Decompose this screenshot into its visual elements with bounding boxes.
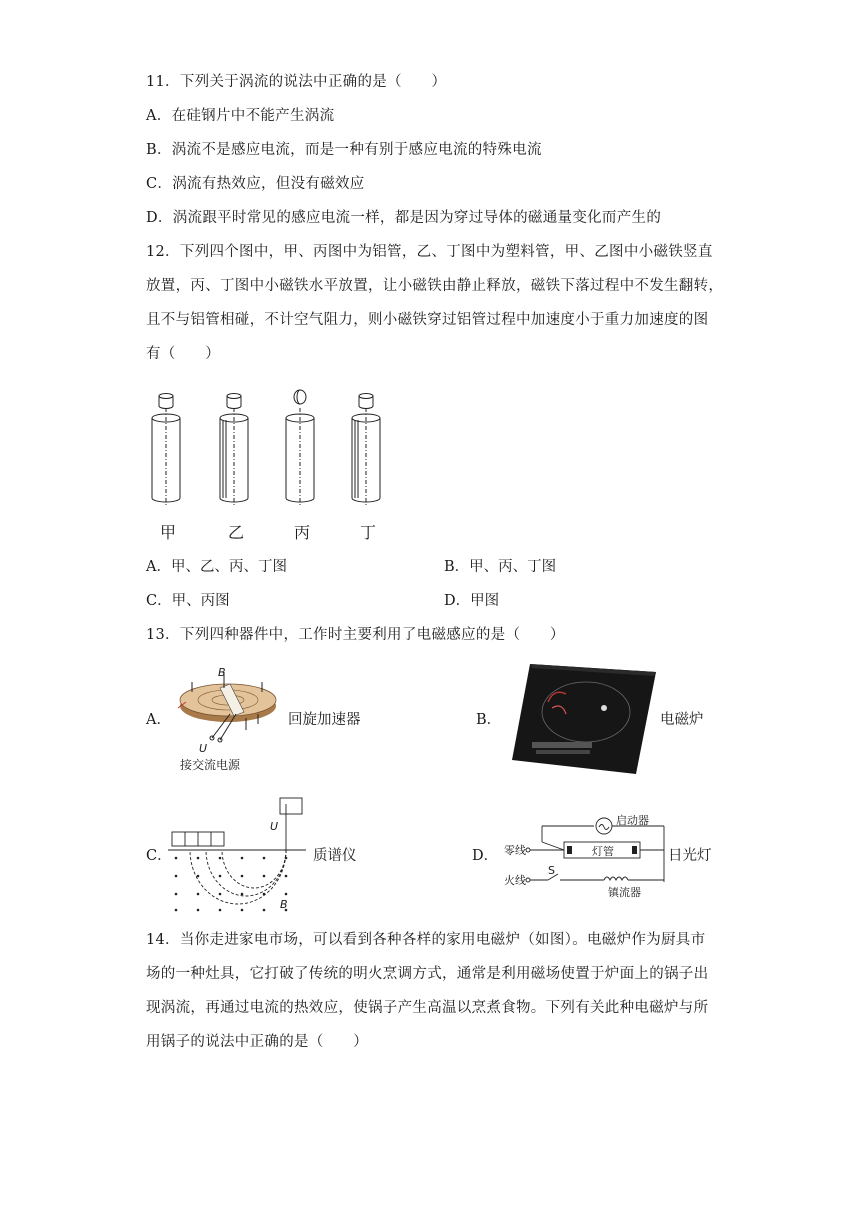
lamp-tube-label: 灯管 bbox=[592, 845, 614, 858]
cyclotron-caption: 接交流电源 bbox=[180, 758, 241, 772]
starter-label: 启动器 bbox=[616, 814, 649, 827]
cyclotron-figure bbox=[172, 662, 284, 744]
q11-option-b: B．涡流不是感应电流，而是一种有别于感应电流的特殊电流 bbox=[146, 142, 542, 158]
q12-option-c: C．甲、丙图 bbox=[146, 593, 230, 609]
q12-option-b: B．甲、丙、丁图 bbox=[444, 559, 557, 575]
q13-option-c-letter: C． bbox=[146, 848, 172, 864]
q12-stem-line-4: 有（ ） bbox=[146, 346, 220, 362]
cyclotron-b-label: B bbox=[218, 666, 226, 679]
spectrometer-u-label: U bbox=[270, 820, 279, 833]
q12-stem-line-2: 放置，丙、丁图中小磁铁水平放置，让小磁铁由静止释放，磁铁下落过程中不发生翻转， bbox=[146, 278, 724, 294]
figure-label-yi: 乙 bbox=[228, 523, 245, 542]
q12-option-d: D．甲图 bbox=[444, 593, 500, 609]
q14-stem-line-4: 用锅子的说法中正确的是（ ） bbox=[146, 1034, 368, 1050]
fluorescent-lamp-circuit bbox=[500, 810, 676, 900]
q14-stem-line-1: 14．当你走进家电市场，可以看到各种各样的家用电磁炉（如图）。电磁炉作为厨具市 bbox=[146, 932, 706, 948]
induction-cooker-image bbox=[508, 660, 658, 776]
q13-option-a-name: 回旋加速器 bbox=[288, 712, 361, 728]
switch-label: S bbox=[548, 864, 555, 877]
q13-option-d-name: 日光灯 bbox=[668, 848, 712, 864]
q11-option-c: C．涡流有热效应，但没有磁效应 bbox=[146, 176, 365, 192]
figure-label-ding: 丁 bbox=[360, 523, 377, 542]
q12-stem-line-1: 12．下列四个图中，甲、丙图中为铝管，乙、丁图中为塑料管，甲、乙图中小磁铁竖直 bbox=[146, 244, 713, 260]
q11-stem: 11．下列关于涡流的说法中正确的是（ ） bbox=[146, 74, 447, 90]
tube-ding bbox=[352, 394, 380, 506]
figure-label-bing: 丙 bbox=[294, 523, 311, 542]
q13-option-b-letter: B． bbox=[476, 712, 502, 728]
ballast-label: 镇流器 bbox=[608, 886, 641, 899]
tube-bing bbox=[286, 390, 314, 505]
tube-jia bbox=[152, 394, 180, 506]
q13-option-a-letter: A． bbox=[146, 712, 171, 728]
q14-stem-line-3: 现涡流，再通过电流的热效应，使锅子产生高温以烹煮食物。下列有关此种电磁炉与所 bbox=[146, 1000, 709, 1016]
q12-option-a: A．甲、乙、丙、丁图 bbox=[146, 559, 287, 575]
q14-stem-line-2: 场的一种灶具，它打破了传统的明火烹调方式，通常是利用磁场使置于炉面上的锅子出 bbox=[146, 966, 709, 982]
cyclotron-u-label: U bbox=[199, 742, 208, 755]
q13-option-d-letter: D． bbox=[472, 848, 499, 864]
figure-label-jia: 甲 bbox=[160, 523, 177, 542]
neutral-wire-label: 零线 bbox=[504, 844, 526, 857]
q11-option-a: A．在硅钢片中不能产生涡流 bbox=[146, 108, 335, 124]
q13-stem: 13．下列四种器件中，工作时主要利用了电磁感应的是（ ） bbox=[146, 627, 565, 643]
q12-stem-line-3: 且不与铝管相碰，不计空气阻力，则小磁铁穿过铝管过程中加速度小于重力加速度的图 bbox=[146, 312, 709, 328]
q13-option-b-name: 电磁炉 bbox=[660, 712, 704, 728]
live-wire-label: 火线 bbox=[504, 874, 526, 887]
q11-option-d: D．涡流跟平时常见的感应电流一样，都是因为穿过导体的磁通量变化而产生的 bbox=[146, 210, 662, 226]
q13-option-c-name: 质谱仪 bbox=[313, 848, 357, 864]
tube-yi bbox=[220, 394, 248, 506]
spectrometer-b-label: B bbox=[280, 898, 288, 911]
